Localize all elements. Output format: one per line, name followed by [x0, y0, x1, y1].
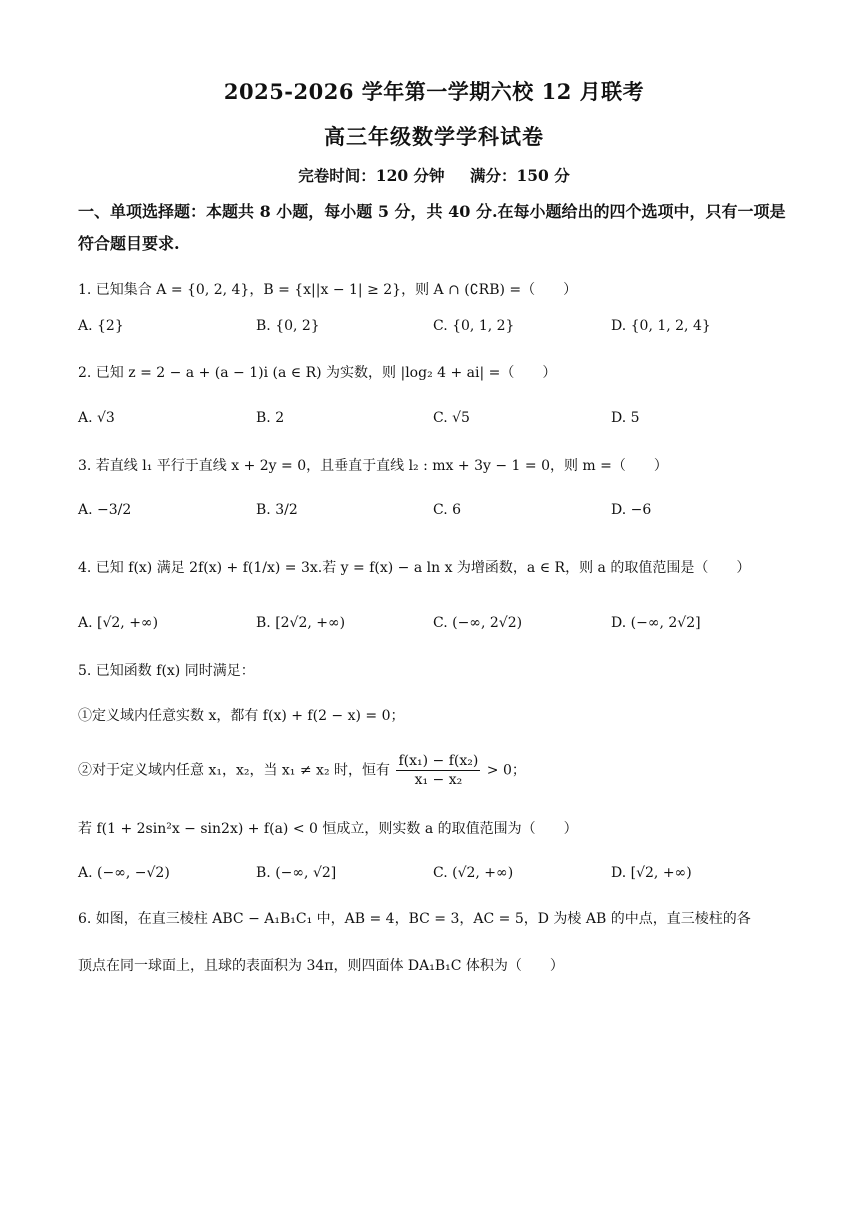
- option-d: D. (−∞, 2√2]: [611, 615, 701, 631]
- condition-2-text: ②对于定义域内任意 x₁，x₂，当 x₁ ≠ x₂ 时，恒有: [78, 762, 391, 779]
- option-c: C. √5: [433, 410, 470, 426]
- question-3-options: [78, 502, 794, 528]
- section-heading: 一、单项选择题：本题共 8 小题，每小题 5 分，共 40 分.在每小题给出的四个选项中，只有一项是符合题目要求.: [78, 202, 786, 253]
- option-a: A. (−∞, −√2): [78, 865, 170, 881]
- option-d: D. [√2, +∞): [611, 865, 692, 881]
- question-4-options: [78, 615, 794, 641]
- question-4-stem: 4. 已知 f(x) 满足 2f(x) + f(1/x) = 3x.若 y = f(x) − a ln x 为增函数，a ∈ R，则 a 的取值范围是（ ）: [78, 560, 751, 576]
- fraction-denominator: x₁ − x₂: [414, 772, 463, 788]
- option-a: A. √3: [78, 410, 115, 426]
- option-d: D. {0, 1, 2, 4}: [611, 318, 711, 334]
- question-5-condition-2: [78, 752, 794, 789]
- question-6-stem-line-1: 6. 如图，在直三棱柱 ABC − A₁B₁C₁ 中，AB = 4，BC = 3，AC = 5，D 为棱 AB 的中点，直三棱柱的各: [78, 911, 751, 927]
- option-b: B. 3/2: [256, 502, 298, 518]
- question-5-condition-1: ①定义域内任意实数 x，都有 f(x) + f(2 − x) = 0；: [78, 708, 405, 724]
- option-c: C. {0, 1, 2}: [433, 318, 515, 334]
- question-6-stem-line-2: 顶点在同一球面上，且球的表面积为 34π，则四面体 DA₁B₁C 体积为（ ）: [78, 958, 564, 974]
- exam-title: 2025-2026 学年第一学期六校 12 月联考: [223, 79, 645, 104]
- question-5-options: [78, 865, 794, 891]
- question-5-condition-3: 若 f(1 + 2sin²x − sin2x) + f(a) < 0 恒成立，则实数 a 的取值范围为（ ）: [78, 821, 578, 837]
- option-c: C. (−∞, 2√2): [433, 615, 523, 631]
- option-a: A. [√2, +∞): [78, 615, 159, 631]
- question-1-options: [78, 318, 794, 344]
- option-b: B. [2√2, +∞): [256, 615, 346, 631]
- question-2-stem: 2. 已知 z = 2 − a + (a − 1)i (a ∈ R) 为实数，则 |log₂ 4 + ai| =（ ）: [78, 365, 557, 381]
- question-1-stem: 1. 已知集合 A = {0, 2, 4}，B = {x||x − 1| ≥ 2}，则 A ∩ (∁RB) =（ ）: [78, 282, 578, 298]
- question-2-options: [78, 410, 794, 436]
- exam-subtitle: 高三年级数学学科试卷: [324, 124, 544, 149]
- option-c: C. 6: [433, 502, 462, 518]
- question-5-stem: 5. 已知函数 f(x) 同时满足：: [78, 663, 255, 679]
- difference-quotient: [396, 752, 480, 789]
- option-d: D. −6: [611, 502, 652, 518]
- option-a: A. {2}: [78, 318, 124, 334]
- option-d: D. 5: [611, 410, 640, 426]
- condition-2-inequality: > 0；: [486, 762, 526, 779]
- time-label: 完卷时间：120 分钟: [298, 166, 445, 185]
- fraction-numerator: f(x₁) − f(x₂): [398, 753, 479, 769]
- option-a: A. −3/2: [78, 502, 132, 518]
- option-b: B. {0, 2}: [256, 318, 320, 334]
- option-b: B. 2: [256, 410, 285, 426]
- score-label: 满分：150 分: [469, 166, 570, 185]
- option-b: B. (−∞, √2]: [256, 865, 337, 881]
- exam-meta: [0, 164, 868, 186]
- question-3-stem: 3. 若直线 l₁ 平行于直线 x + 2y = 0，且垂直于直线 l₂ : mx + 3y − 1 = 0，则 m =（ ）: [78, 458, 668, 474]
- option-c: C. (√2, +∞): [433, 865, 514, 881]
